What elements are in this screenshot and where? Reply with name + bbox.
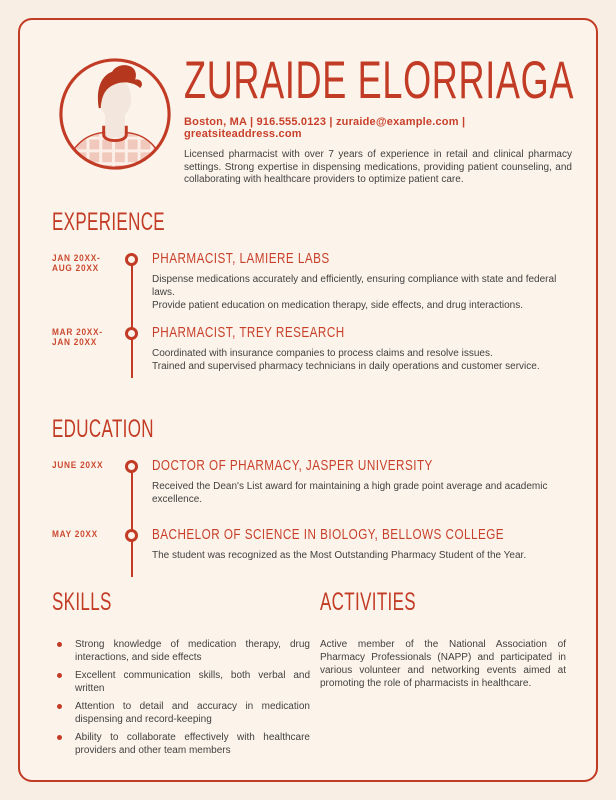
activities-heading-text: ACTIVITIES (320, 587, 416, 616)
education-heading-text: EDUCATION (52, 414, 154, 443)
skill-item: Ability to collaborate effectively with healthcare providers and other team members (52, 731, 310, 757)
entry-body (152, 458, 572, 506)
education-entry (52, 527, 572, 562)
timeline-ring-icon (125, 253, 138, 266)
job-title (152, 251, 572, 267)
skills-section (52, 587, 320, 762)
skills-heading-text: SKILLS (52, 587, 112, 616)
description-line: Coordinated with insurance companies to process claims and resolve issues. (152, 347, 493, 359)
skill-item: Attention to detail and accuracy in medication dispensing and record-keeping (52, 700, 310, 726)
job-title (152, 325, 572, 341)
header-text-block (184, 51, 575, 187)
job-description (152, 347, 572, 373)
degree-title-text: BACHELOR OF SCIENCE IN BIOLOGY, BELLOWS COLLEGE (152, 525, 505, 543)
description-line: Dispense medications accurately and efficiently, ensuring compliance with state and federal laws. (152, 273, 557, 298)
activities-text: Active member of the National Association of Pharmacy Professionals (NAPP) and participated in various volunteer and networking events aimed at promoting the role of pharmacists in healthcare. (320, 638, 566, 689)
bottom-columns (52, 587, 572, 762)
timeline-marker (125, 527, 152, 562)
degree-description (152, 480, 572, 506)
job-title-text: PHARMACIST, TREY RESEARCH (152, 323, 345, 341)
job-title-text: PHARMACIST, LAMIERE LABS (152, 249, 330, 267)
timeline-marker (125, 325, 152, 373)
timeline-ring-icon (125, 529, 138, 542)
experience-heading-text: EXPERIENCE (52, 207, 165, 236)
degree-title (152, 458, 572, 474)
date-line: JAN 20XX (52, 337, 98, 347)
entry-dates (52, 251, 119, 312)
candidate-name: ZURAIDE ELORRIAGA (184, 51, 575, 110)
education-entry (52, 458, 572, 506)
entry-body (152, 251, 572, 312)
experience-entry (52, 251, 572, 312)
experience-entry (52, 325, 572, 373)
page-border-frame (18, 18, 598, 782)
contact-line: Boston, MA | 916.555.0123 | zuraide@example.com | greatsiteaddress.com (184, 116, 466, 140)
skills-heading (52, 587, 320, 616)
description-line: Provide patient education on medication therapy, side effects, and drug interactions. (152, 299, 523, 311)
person-avatar-icon (56, 55, 174, 173)
entry-body (152, 527, 572, 562)
professional-summary: Licensed pharmacist with over 7 years of experience in retail and clinical pharmacy settings. Strong expertise in dispensing medications, providing patient counseling, and collaborating with healthcare providers to optimize patient care. (184, 149, 572, 185)
entry-dates (52, 458, 119, 506)
date-line: AUG 20XX (52, 263, 99, 273)
timeline-ring-icon (125, 327, 138, 340)
description-line: The student was recognized as the Most Outstanding Pharmacy Student of the Year. (152, 549, 527, 561)
skills-list (52, 638, 320, 757)
skill-item: Strong knowledge of medication therapy, drug interactions, and side effects (52, 638, 310, 664)
degree-title (152, 527, 572, 543)
experience-heading (52, 207, 572, 236)
activities-section (320, 587, 572, 762)
timeline-marker (125, 251, 152, 312)
entry-dates (52, 325, 119, 373)
skill-item: Excellent communication skills, both verbal and written (52, 669, 310, 695)
job-description (152, 273, 572, 312)
education-section (52, 414, 572, 562)
degree-description (152, 549, 572, 562)
timeline-ring-icon (125, 460, 138, 473)
date-line: MAY 20XX (52, 528, 98, 539)
description-line: Trained and supervised pharmacy technicians in daily operations and customer service. (152, 360, 540, 372)
description-line: Received the Dean's List award for maintaining a high grade point average and academic excellence. (152, 480, 548, 505)
degree-title-text: DOCTOR OF PHARMACY, JASPER UNIVERSITY (152, 456, 433, 474)
date-line: JAN 20XX- (52, 252, 101, 263)
activities-heading (320, 587, 572, 616)
date-line: JUNE 20XX (52, 459, 104, 470)
education-timeline (52, 458, 572, 562)
resume-header (56, 51, 575, 187)
date-line: MAR 20XX- (52, 326, 103, 337)
experience-timeline (52, 251, 572, 373)
entry-body (152, 325, 572, 373)
page-title (184, 51, 575, 110)
education-heading (52, 414, 572, 443)
experience-section (52, 207, 572, 373)
timeline-marker (125, 458, 152, 506)
entry-dates (52, 527, 119, 562)
